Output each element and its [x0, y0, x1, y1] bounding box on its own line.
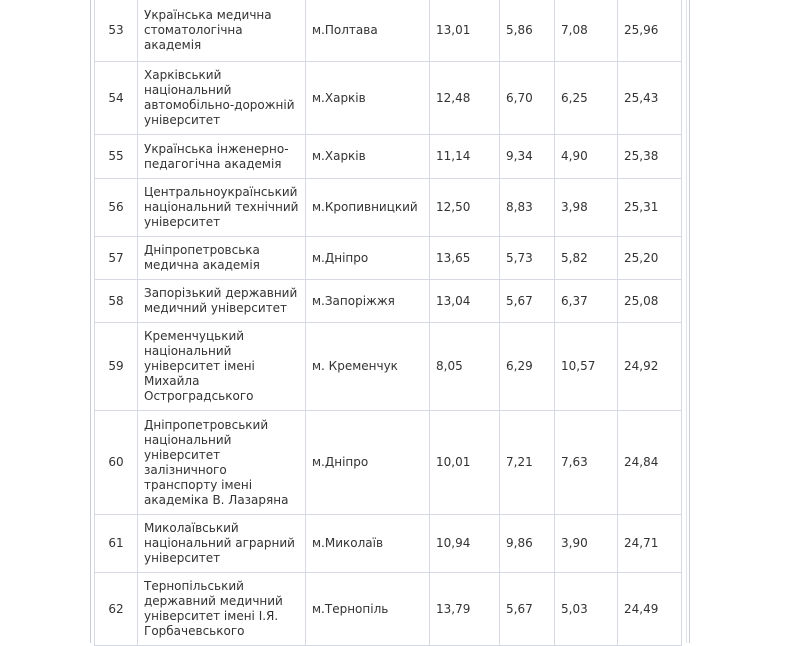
rank-cell: 59 [95, 323, 138, 411]
university-name-cell: Дніпропетровська медична академія [138, 237, 306, 280]
total-score-cell: 24,71 [618, 515, 682, 573]
city-cell: м.Харків [306, 135, 430, 179]
city-cell: м.Харків [306, 62, 430, 135]
table-row [95, 237, 682, 280]
total-score-cell: 24,49 [618, 573, 682, 646]
table-row [95, 515, 682, 573]
score-1-cell: 12,48 [430, 62, 500, 135]
rank-cell: 53 [95, 0, 138, 62]
score-3-cell: 3,90 [555, 515, 618, 573]
city-cell: м.Кропивницкий [306, 179, 430, 237]
content-frame-left-border [90, 0, 91, 643]
table-row [95, 573, 682, 646]
university-rating-table [94, 0, 682, 646]
university-name-cell: Українська інженерно-педагогічна академія [138, 135, 306, 179]
score-1-cell: 13,65 [430, 237, 500, 280]
university-name-cell: Тернопільський державний медичний університет імені І.Я. Горбачевського [138, 573, 306, 646]
table-row [95, 323, 682, 411]
rank-cell: 54 [95, 62, 138, 135]
score-2-cell: 9,34 [500, 135, 555, 179]
score-2-cell: 5,67 [500, 573, 555, 646]
city-cell: м. Кременчук [306, 323, 430, 411]
score-3-cell: 7,63 [555, 411, 618, 515]
table-body [95, 0, 682, 646]
rank-cell: 60 [95, 411, 138, 515]
total-score-cell: 25,96 [618, 0, 682, 62]
table-row [95, 135, 682, 179]
table-row [95, 411, 682, 515]
score-1-cell: 11,14 [430, 135, 500, 179]
score-2-cell: 7,21 [500, 411, 555, 515]
total-score-cell: 24,84 [618, 411, 682, 515]
university-name-cell: Українська медична стоматологічна академія [138, 0, 306, 62]
city-cell: м.Миколаїв [306, 515, 430, 573]
rank-cell: 58 [95, 280, 138, 323]
total-score-cell: 25,31 [618, 179, 682, 237]
score-2-cell: 8,83 [500, 179, 555, 237]
score-2-cell: 6,29 [500, 323, 555, 411]
table-row [95, 0, 682, 62]
city-cell: м.Полтава [306, 0, 430, 62]
score-1-cell: 13,79 [430, 573, 500, 646]
table-row [95, 179, 682, 237]
score-1-cell: 13,01 [430, 0, 500, 62]
rank-cell: 57 [95, 237, 138, 280]
total-score-cell: 25,43 [618, 62, 682, 135]
score-3-cell: 4,90 [555, 135, 618, 179]
score-1-cell: 12,50 [430, 179, 500, 237]
total-score-cell: 25,08 [618, 280, 682, 323]
university-name-cell: Дніпропетровський національний університет залізничного транспорту імені академіка В. Лазаряна [138, 411, 306, 515]
score-3-cell: 5,03 [555, 573, 618, 646]
city-cell: м.Дніпро [306, 237, 430, 280]
university-name-cell: Харківський національний автомобільно-дорожній університет [138, 62, 306, 135]
table-row [95, 280, 682, 323]
score-2-cell: 5,86 [500, 0, 555, 62]
content-frame-inner-border [686, 0, 687, 643]
rank-cell: 62 [95, 573, 138, 646]
city-cell: м.Дніпро [306, 411, 430, 515]
score-3-cell: 10,57 [555, 323, 618, 411]
score-3-cell: 6,37 [555, 280, 618, 323]
score-3-cell: 5,82 [555, 237, 618, 280]
score-3-cell: 6,25 [555, 62, 618, 135]
total-score-cell: 25,38 [618, 135, 682, 179]
university-name-cell: Миколаївський національний аграрний університет [138, 515, 306, 573]
score-1-cell: 8,05 [430, 323, 500, 411]
table-row [95, 62, 682, 135]
university-name-cell: Кременчуцький національний університет імені Михайла Остроградського [138, 323, 306, 411]
university-name-cell: Центральноукраїнський національний технічний університет [138, 179, 306, 237]
score-2-cell: 5,67 [500, 280, 555, 323]
rank-cell: 61 [95, 515, 138, 573]
score-2-cell: 6,70 [500, 62, 555, 135]
total-score-cell: 24,92 [618, 323, 682, 411]
score-2-cell: 9,86 [500, 515, 555, 573]
content-frame-right-border [689, 0, 690, 643]
city-cell: м.Тернопіль [306, 573, 430, 646]
city-cell: м.Запоріжжя [306, 280, 430, 323]
score-1-cell: 13,04 [430, 280, 500, 323]
score-1-cell: 10,01 [430, 411, 500, 515]
score-3-cell: 7,08 [555, 0, 618, 62]
university-name-cell: Запорізький державний медичний університет [138, 280, 306, 323]
score-3-cell: 3,98 [555, 179, 618, 237]
score-2-cell: 5,73 [500, 237, 555, 280]
rank-cell: 56 [95, 179, 138, 237]
total-score-cell: 25,20 [618, 237, 682, 280]
score-1-cell: 10,94 [430, 515, 500, 573]
rank-cell: 55 [95, 135, 138, 179]
